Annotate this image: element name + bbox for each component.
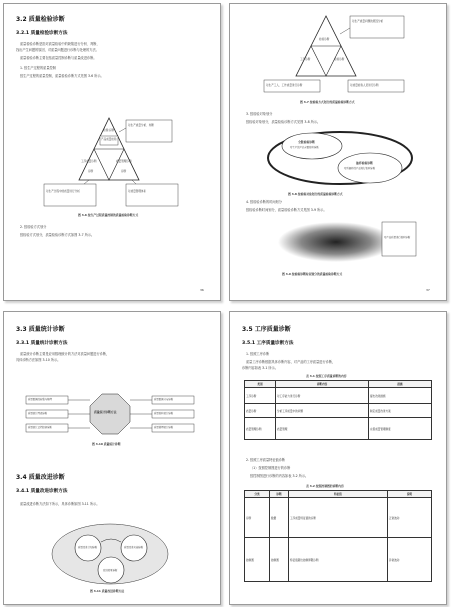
table-header-row [245,491,432,498]
section-title: 3.5 工序质量诊断 [242,326,291,333]
list-item: 1. 按照工序诊断 [246,352,270,356]
quality-table-2 [244,490,432,582]
paragraph-line: 按生产过程的质量控制，质量检验诊断方式见图 3-6 所示。 [20,74,104,78]
table-header-cell: 说明 [388,491,432,498]
table-header-row [245,381,432,388]
paragraph-line: 按控制图进行诊断的内容如表 3-2 所示。 [250,474,309,478]
diagram-label: 诊断 [88,170,94,173]
paragraph-line: 诊断内容如表 3-1 所示。 [242,366,278,370]
table-caption: 表 3-1 按照工序质量诊断的内容 [306,374,347,378]
paragraph-line: 质量检验诊断主要包括质量控制诊断与质量改进诊断。 [20,56,97,60]
diagram-box-text: 对生产质量分析、判断 [128,124,154,127]
paragraph-line: 找出产生问题的原因，对质量问题进行诊断与处理的方法。 [16,48,99,52]
table-cell: 提出改进措施 [369,388,432,404]
page-number: 36 [200,288,204,292]
table-header-cell: 措施 [369,381,432,388]
paragraph-line: 按检验诊断时间划分，质量检验诊断方式见图 3-9 所示。 [246,208,327,212]
paragraph-line: 质量检验诊断是指对质量检验中的缺陷进行分析、判断， [20,42,100,46]
list-item: 1. 按生产过程的质量控制 [20,66,56,70]
table-cell: 完善质量管理制度 [369,418,432,440]
triangle-diagram [4,4,220,300]
document-page-3 [3,311,221,605]
table-row [245,418,432,440]
section-title: 3.4 质量改进诊断 [16,474,65,481]
table-row [245,538,432,582]
diagram-box-text: 质量数据分布诊断 [154,398,174,401]
diagram-box-text: 质量数据的收集与整理 [28,398,52,401]
diagram-box-text: 对质量检验人员进行诊断 [350,84,379,87]
table-caption: 表 3-2 按照控制图的诊断内容 [306,484,344,488]
diagram-label: 检验诊断 [334,58,345,61]
diagram-box-text: 质量管理统计诊断 [154,426,174,429]
diagram-label: 产品质量检验 [101,138,117,141]
table-cell: 制定质量改进方案 [369,404,432,418]
table-header-cell: 特征值 [289,491,388,498]
figure-caption: 图 3-8 按检验对象划分的质量检验诊断方式 [288,192,343,196]
subsection-title: 3.5.1 工序质量诊断方法 [242,341,294,346]
table-cell: 正常波动 [388,498,432,538]
diagram-box-text: 对质量管理体系 [128,190,147,193]
figure-caption: 图 3-10 质量统计诊断 [92,442,121,446]
diagram-label: 诊断 [121,170,127,173]
figure-caption: 图 3-11 质量改进诊断方法 [90,589,125,593]
figure-caption: 图 3-6 按生产过程质量控制的质量检验诊断方式 [78,213,139,217]
diagram-label: 工序质量诊断 [81,160,97,163]
document-page-1 [3,3,221,301]
cycle-diagram [4,312,220,604]
diagram-label: 质量改进计划诊断 [78,546,98,549]
subsection-title: 3.4.1 质量改进诊断方法 [16,489,68,494]
section-title: 3.2 质量检验诊断 [16,16,65,23]
diagram-label: 抽样检验诊断 [356,161,373,165]
table-cell: 工序质量特征值的诊断 [289,498,388,538]
table-cell: 数据 [270,498,289,538]
diagram-label: 改进效果诊断 [103,569,118,572]
quality-table-1 [244,380,432,440]
paragraph-line: （1）按照控制图进行的诊断 [250,466,291,470]
diagram-box-text: 质量统计过程控制诊断 [28,426,52,429]
diagram-label: 对所抽样的产品进行检验诊断 [344,167,376,170]
table-row [245,388,432,404]
document-page-4 [229,311,447,605]
table-cell: 质量管理 [276,418,369,440]
diagram-box-text: 质量检验统计诊断 [154,412,174,415]
table-header-cell: 诊断内容 [276,381,369,388]
list-item: 2. 按照工序质量特征值诊断 [246,458,286,462]
subsection-title: 3.3.1 质量统计诊断方法 [16,341,68,346]
diagram-label: 质量管理诊断 [116,160,132,163]
diagram-label: 质量改进实施诊断 [124,546,144,549]
table-cell: 诊断 [245,498,270,538]
paragraph-line: 质量统计诊断主要是应用数理统计的方法对质量问题进行诊断， [20,352,110,356]
table-cell: 工序诊断 [245,388,276,404]
diagram-label: 工序诊断 [300,58,311,61]
table-cell: 控制图 [270,538,289,582]
diagram-label: 全数检验诊断 [298,140,315,144]
diagram-center-label: 质量统计诊断方法 [94,410,117,414]
figure-caption: 图 3-9 按检验诊断时间划分的质量检验诊断方式 [282,272,343,276]
section-title: 3.3 质量统计诊断 [16,326,65,333]
list-item: 3. 按检验对象划分 [246,112,273,116]
table-row [245,404,432,418]
diagram-box-text: 对生产质量问题的原因分析 [352,20,384,23]
diagram-box-text: 质量统计图表诊断 [28,412,48,415]
paragraph-line: 按检验方式划分，质量检验诊断方式如图 3-7 所示。 [20,233,95,237]
diagram-label: 检验诊断 [319,38,330,41]
table-cell: 异常波动 [388,538,432,582]
table-header-cell: 类别 [245,381,276,388]
table-cell: 特征值超出控制界限诊断 [289,538,388,582]
figure-caption: 图 3-7 按检验方式划分的质量检验诊断方式 [300,100,355,104]
table-cell: 质量管理诊断 [245,418,276,440]
diagram-label: 检验诊断 [103,128,115,132]
diagram-label: 对生产的产品全数检验诊断 [290,146,319,149]
table-cell: 对工序能力进行诊断 [276,388,369,404]
diagram-box-text: 对产品质量进行检验诊断 [384,236,411,239]
table-cell: 分析工序质量中的问题 [276,404,369,418]
diagram-box-text: 对生产过程中的质量进行分析 [46,190,80,193]
list-item: 2. 按检验方式划分 [20,225,47,229]
paragraph-line: 按检验对象划分，质量检验诊断方式见图 3-8 所示。 [246,120,321,124]
subsection-title: 3.2.1 质量检验诊断方法 [16,31,68,36]
paragraph-line: 质量改进诊断方法如下所示，具体诊断如图 3-11 所示。 [20,502,100,506]
gradient-diagram [230,4,446,300]
paragraph-line: 具体诊断方法如图 3-10 所示。 [16,358,61,362]
list-item: 4. 按检验诊断的时间划分 [246,200,282,204]
paragraph-line: 质量工序诊断根据具体诊断内容，对产品的工序质量进行诊断， [246,360,336,364]
table-header-cell: 分类 [245,491,270,498]
document-page-2 [229,3,447,301]
table-cell: 质量诊断 [245,404,276,418]
table-cell: 控制图 [245,538,270,582]
page-number: 37 [426,288,430,292]
table-header-cell: 诊断 [270,491,289,498]
diagram-box-text: 对生产工人、工作质量进行诊断 [266,84,303,87]
table-row [245,498,432,538]
